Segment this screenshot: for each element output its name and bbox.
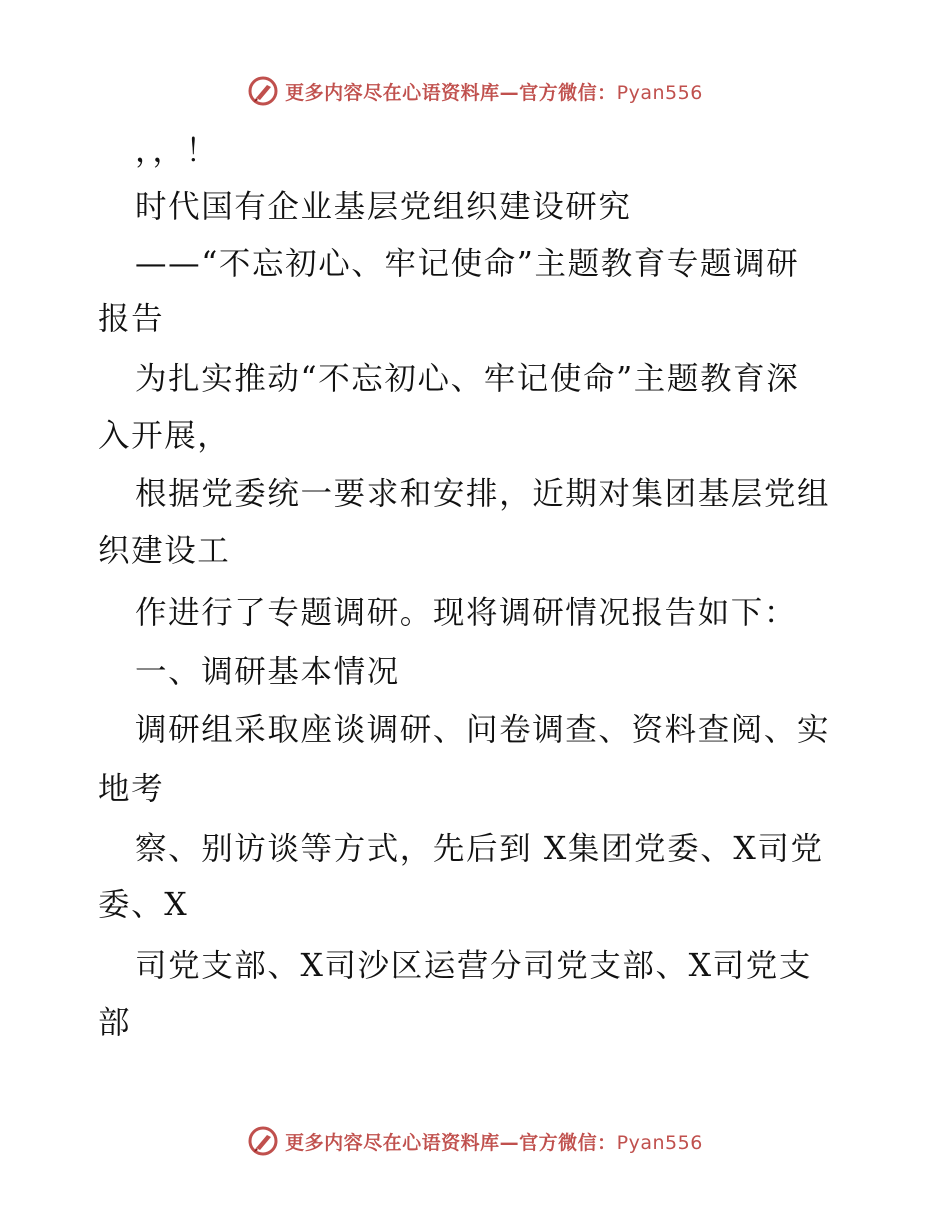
- text-line: 调研组采取座谈调研、问卷调查、资料查阅、实: [135, 712, 831, 748]
- section-heading: 一、调研基本情况: [135, 654, 400, 690]
- text-line: 地考: [98, 771, 165, 807]
- footer-watermark: [0, 1121, 950, 1161]
- watermark-text: 更多内容尽在心语资料库—官方微信：: [285, 1131, 617, 1154]
- text-line: 司党支部、X司沙区运营分司党支部、X司党支: [135, 948, 812, 984]
- text-line: 委、X: [98, 887, 189, 923]
- watermark-wechat-id: Pyan556: [616, 1131, 703, 1154]
- watermark-wechat-id: Pyan556: [616, 81, 703, 104]
- document-title: 时代国有企业基层党组织建设研究: [135, 189, 632, 225]
- text-line: ，，！: [135, 133, 219, 169]
- watermark-text: 更多内容尽在心语资料库—官方微信：: [285, 81, 617, 104]
- text-line: 织建设工: [98, 533, 231, 569]
- document-subtitle: ——“不忘初心、牢记使命”主题教育专题调研: [135, 246, 800, 282]
- text-line: 察、别访谈等方式，先后到 X集团党委、X司党: [135, 831, 824, 867]
- pen-logo-icon: [247, 1125, 279, 1157]
- document-subtitle-cont: 报告: [98, 301, 165, 337]
- text-line: 部: [98, 1005, 132, 1041]
- text-line: 作进行了专题调研。现将调研情况报告如下：: [135, 595, 798, 631]
- text-line: 为扎实推动“不忘初心、牢记使命”主题教育深: [135, 361, 800, 397]
- text-line: 入开展，: [98, 418, 231, 454]
- text-line: 根据党委统一要求和安排，近期对集团基层党组: [135, 476, 831, 512]
